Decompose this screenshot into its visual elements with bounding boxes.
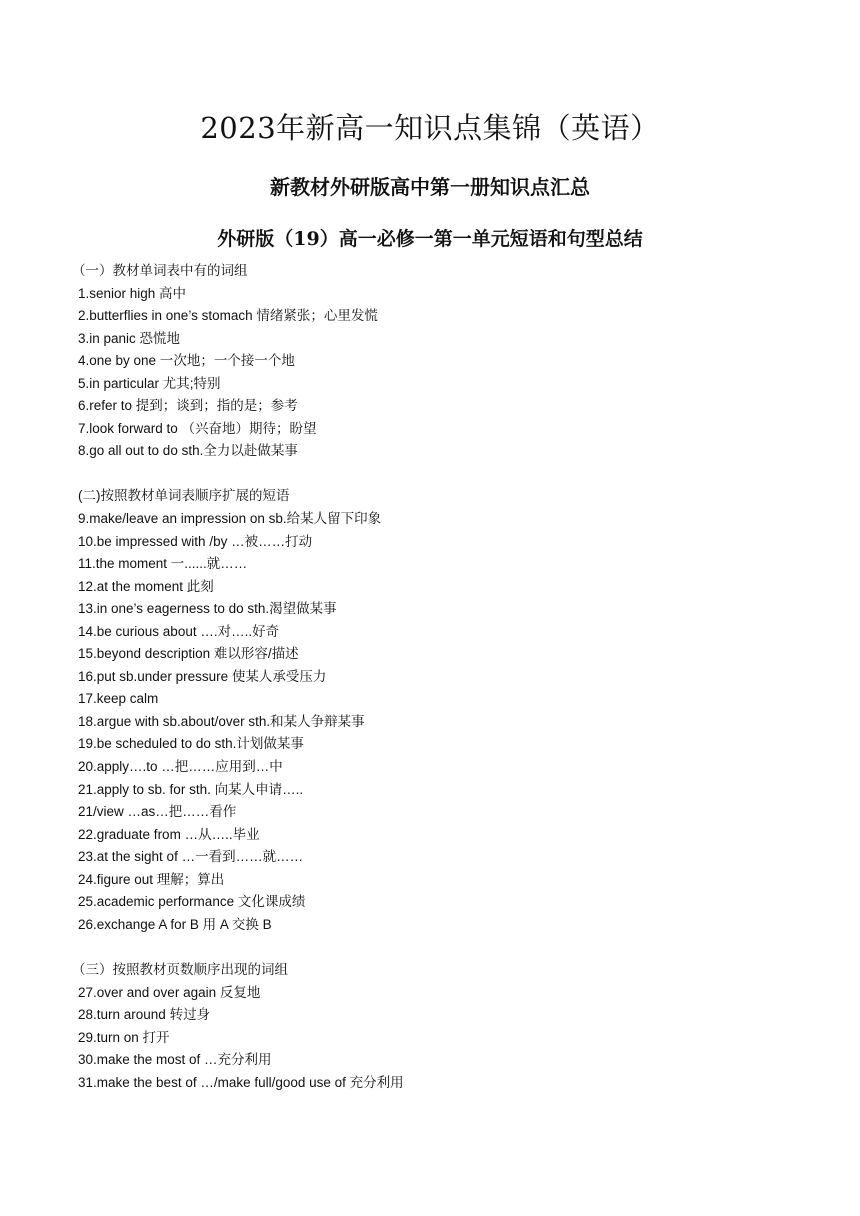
phrase-list xyxy=(72,260,798,1094)
list-item: 4.one by one 一次地；一个接一个地 xyxy=(78,353,295,369)
list-item: 10.be impressed with /by …被……打动 xyxy=(78,533,313,549)
list-item: 24.figure out 理解；算出 xyxy=(78,871,225,887)
list-item: 15.beyond description 难以形容/描述 xyxy=(78,646,299,662)
section-heading: （一）教材单词表中有的词组 xyxy=(72,263,248,278)
spacer xyxy=(78,463,798,486)
list-item: 22.graduate from …从…..毕业 xyxy=(78,826,260,842)
spacer xyxy=(78,936,798,959)
list-item: 25.academic performance 文化课成绩 xyxy=(78,894,306,910)
list-item: 29.turn on 打开 xyxy=(78,1029,170,1045)
list-item: 30.make the most of …充分利用 xyxy=(78,1052,272,1068)
list-item: 7.look forward to （兴奋地）期待；盼望 xyxy=(78,420,317,436)
list-item: 28.turn around 转过身 xyxy=(78,1007,211,1023)
list-item: 8.go all out to do sth.全力以赴做某事 xyxy=(78,443,298,459)
list-item: 23.at the sight of …一看到……就…… xyxy=(78,849,304,865)
list-item: 6.refer to 提到；谈到；指的是；参考 xyxy=(78,398,298,414)
list-item: 26.exchange A for B 用 A 交换 B xyxy=(78,916,272,932)
list-item: 21/view …as…把……看作 xyxy=(78,804,237,820)
document-title: 2023年新高一知识点集锦（英语） xyxy=(200,111,660,145)
list-item: 2.butterflies in one’s stomach 情绪紧张；心里发慌 xyxy=(78,308,378,324)
list-item: 19.be scheduled to do sth.计划做某事 xyxy=(78,736,304,752)
list-item: 13.in one’s eagerness to do sth.渴望做某事 xyxy=(78,601,337,617)
list-item: 17.keep calm xyxy=(78,691,159,707)
list-item: 11.the moment 一......就…… xyxy=(78,556,248,572)
list-item: 5.in particular 尤其;特别 xyxy=(78,375,221,391)
list-item: 27.over and over again 反复地 xyxy=(78,984,261,1000)
list-item: 14.be curious about ….对…..好奇 xyxy=(78,623,280,639)
list-item: 16.put sb.under pressure 使某人承受压力 xyxy=(78,668,327,684)
list-item: 12.at the moment 此刻 xyxy=(78,578,214,594)
list-item: 21.apply to sb. for sth. 向某人申请….. xyxy=(78,781,304,797)
list-item: 20.apply….to …把……应用到…中 xyxy=(78,759,283,775)
section-heading: （三）按照教材页数顺序出现的词组 xyxy=(72,961,288,977)
document-subtitle: 新教材外研版高中第一册知识点汇总 xyxy=(270,175,590,199)
list-item: 9.make/leave an impression on sb.给某人留下印象 xyxy=(78,511,382,527)
unit-heading: 外研版（19）高一必修一第一单元短语和句型总结 xyxy=(217,228,643,250)
list-item: 18.argue with sb.about/over sth.和某人争辩某事 xyxy=(78,713,365,729)
list-item: 1.senior high 高中 xyxy=(78,285,187,301)
list-item: 3.in panic 恐慌地 xyxy=(78,330,181,346)
list-item: 31.make the best of …/make full/good use of 充分利用 xyxy=(78,1074,404,1090)
section-heading: (二)按照教材单词表顺序扩展的短语 xyxy=(78,488,290,504)
